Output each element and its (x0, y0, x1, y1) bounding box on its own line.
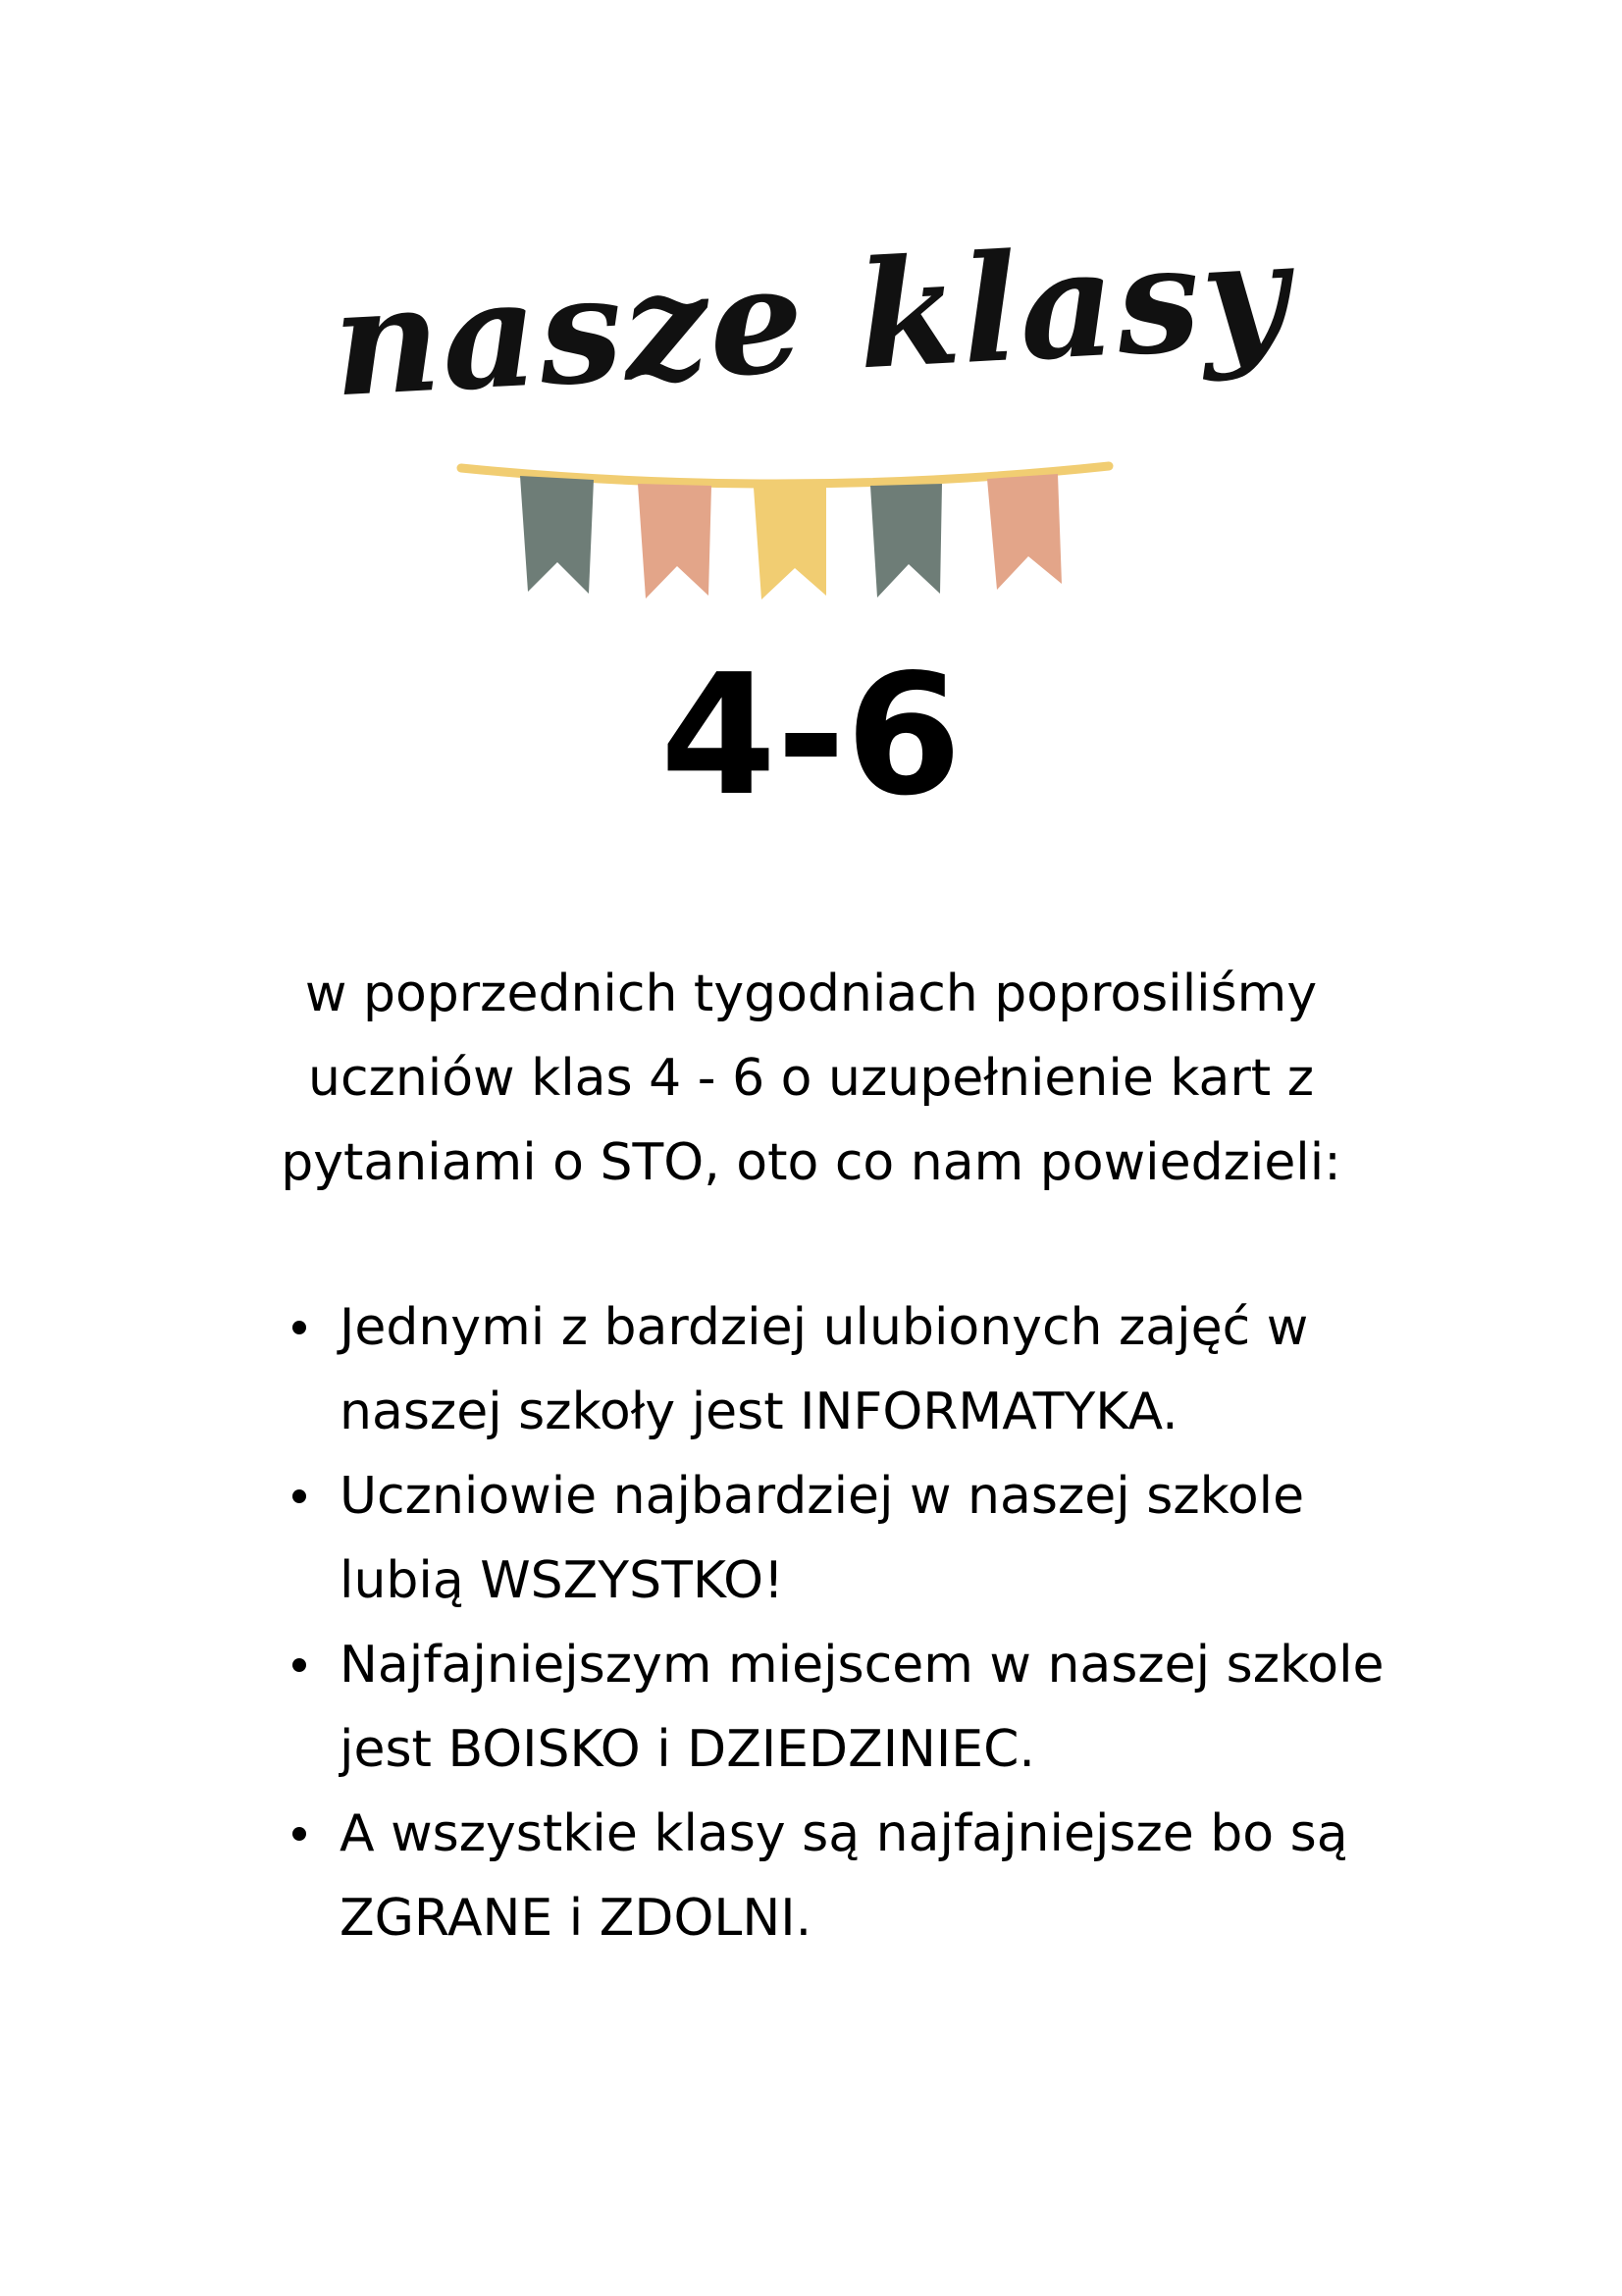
bullet-icon (292, 1321, 306, 1334)
page-title: nasze klasy (328, 207, 1294, 431)
bunting-garland-icon (442, 446, 1128, 613)
bunting-flag-2 (638, 484, 711, 599)
list-item (285, 1454, 1442, 1623)
list-item (285, 1792, 1442, 1960)
fact-text: Najfajniejszym miejscem w naszej szkole jest BOISKO i DZIEDZINIEC. (340, 1636, 1385, 1779)
fact-text: Uczniowie najbardziej w naszej szkole lubią WSZYSTKO! (340, 1467, 1305, 1610)
bullet-icon (292, 1827, 306, 1841)
fact-text: A wszystkie klasy są najfajniejsze bo są ZGRANE i ZDOLNI. (340, 1804, 1348, 1948)
intro-paragraph: w poprzednich tygodniach poprosiliśmy uczniów klas 4 - 6 o uzupełnienie kart z pytaniami o STO, oto co nam powiedzieli: (281, 965, 1341, 1192)
list-item (285, 1285, 1442, 1454)
list-item (285, 1623, 1442, 1792)
bunting-flag-4 (870, 484, 942, 598)
grade-range-heading: 4-6 (659, 639, 963, 833)
bunting-flag-5 (987, 474, 1062, 590)
bullet-icon (292, 1658, 306, 1672)
fact-text: Jednymi z bardziej ulubionych zajęć w naszej szkoły jest INFORMATYKA. (340, 1298, 1309, 1441)
bunting-flag-3 (754, 488, 826, 600)
bullet-icon (292, 1489, 306, 1503)
facts-list (285, 1285, 1442, 1960)
bunting-flag-1 (520, 476, 594, 594)
